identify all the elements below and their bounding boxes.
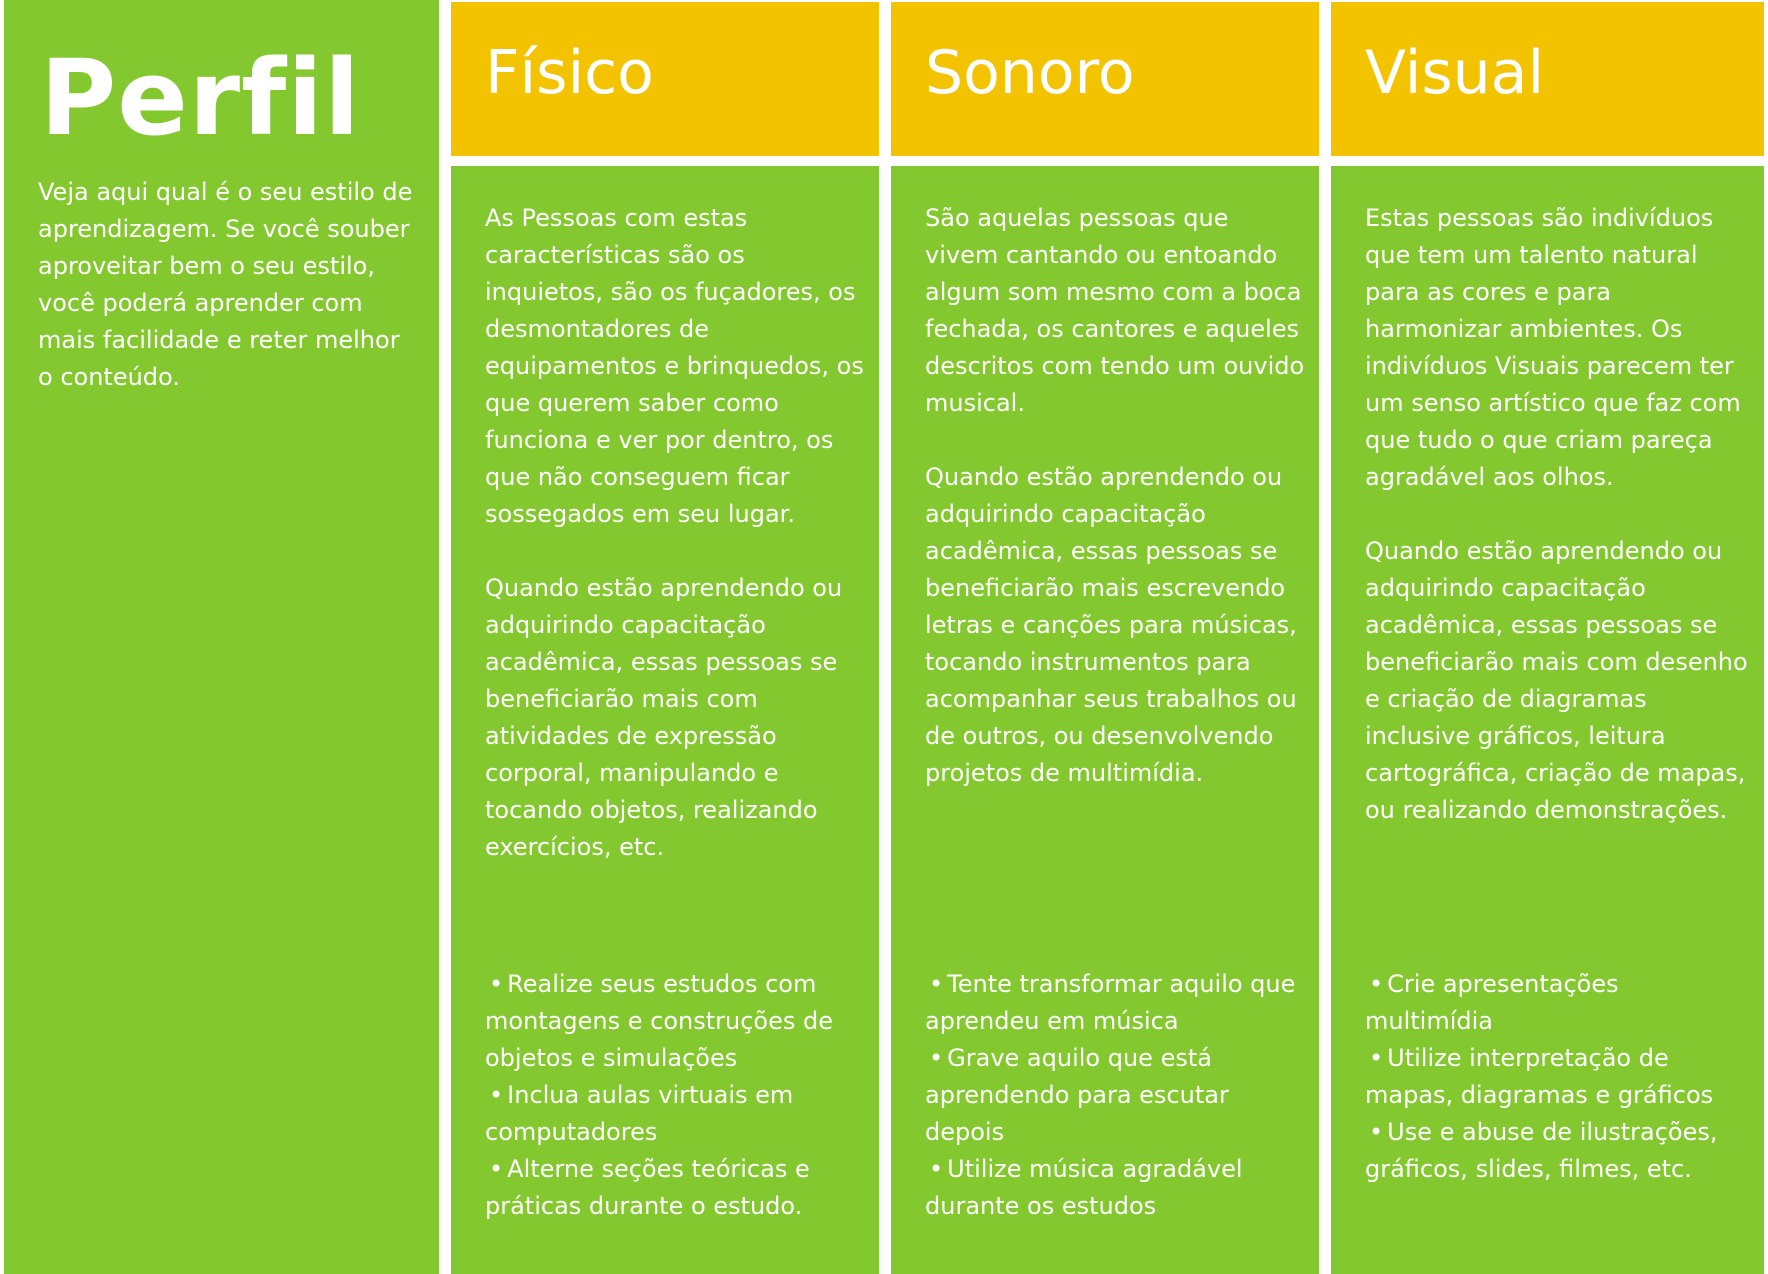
fisico-title: Físico xyxy=(485,38,654,108)
visual-tip-text: Crie apresentações multimídia xyxy=(1365,970,1619,1035)
bullet-icon: • xyxy=(929,1044,944,1072)
visual-description xyxy=(1365,200,1754,866)
sonoro-paragraph-2: Quando estão aprendendo ou adquirindo capacitação acadêmica, essas pessoas se beneficiarão mais escrevendo letras e canções para músicas, tocando instrumentos para acompanhar seus trabalhos ou de outros, ou desenvolvendo projetos de multimídia. xyxy=(925,463,1297,787)
perfil-column xyxy=(4,0,439,1274)
bullet-icon: • xyxy=(1369,1118,1384,1146)
visual-tip xyxy=(1365,1114,1754,1188)
visual-tip xyxy=(1365,966,1754,1040)
perfil-title: Perfil xyxy=(40,37,361,159)
fisico-tip-text: Realize seus estudos com montagens e construções de objetos e simulações xyxy=(485,970,833,1072)
fisico-paragraph-2: Quando estão aprendendo ou adquirindo capacitação acadêmica, essas pessoas se beneficiarão mais com atividades de expressão corporal, manipulando e tocando objetos, realizando exercícios, etc. xyxy=(485,574,843,861)
sonoro-header xyxy=(891,2,1319,156)
sonoro-column xyxy=(891,0,1319,1274)
visual-header xyxy=(1331,2,1764,156)
sonoro-tip-text: Tente transformar aquilo que aprendeu em música xyxy=(925,970,1296,1035)
bullet-icon: • xyxy=(489,1155,504,1183)
sonoro-tip-text: Utilize música agradável durante os estudos xyxy=(925,1155,1243,1220)
bullet-icon: • xyxy=(1369,970,1384,998)
visual-title: Visual xyxy=(1365,38,1545,108)
sonoro-tip-text: Grave aquilo que está aprendendo para escutar depois xyxy=(925,1044,1229,1146)
sonoro-title: Sonoro xyxy=(925,38,1135,108)
visual-tip-text: Utilize interpretação de mapas, diagramas e gráficos xyxy=(1365,1044,1714,1109)
bullet-icon: • xyxy=(929,1155,944,1183)
fisico-tip xyxy=(485,966,869,1077)
perfil-description: Veja aqui qual é o seu estilo de aprendizagem. Se você souber aproveitar bem o seu estilo, você poderá aprender com mais facilidade e reter melhor o conteúdo. xyxy=(38,178,413,391)
fisico-tip xyxy=(485,1077,869,1151)
visual-paragraph-1: Estas pessoas são indivíduos que tem um talento natural para as cores e para harmonizar ambientes. Os indivíduos Visuais parecem ter um senso artístico que faz com que tudo o que criam pareça agradável aos olhos. xyxy=(1365,204,1741,491)
sonoro-body xyxy=(891,166,1319,1274)
bullet-icon: • xyxy=(489,970,504,998)
fisico-description xyxy=(485,200,869,903)
sonoro-tip xyxy=(925,1040,1309,1151)
visual-tip-text: Use e abuse de ilustrações, gráficos, slides, filmes, etc. xyxy=(1365,1118,1718,1183)
fisico-header xyxy=(451,2,879,156)
sonoro-tips-list xyxy=(925,966,1309,1225)
visual-tip xyxy=(1365,1040,1754,1114)
visual-column xyxy=(1331,0,1764,1274)
sonoro-tip xyxy=(925,1151,1309,1225)
fisico-paragraph-1: As Pessoas com estas características são os inquietos, são os fuçadores, os desmontadores de equipamentos e brinquedos, os que querem saber como funciona e ver por dentro, os que não conseguem ficar sossegados em seu lugar. xyxy=(485,204,864,528)
visual-tips-list xyxy=(1365,966,1754,1188)
bullet-icon: • xyxy=(489,1081,504,1109)
sonoro-tip xyxy=(925,966,1309,1040)
fisico-tip-text: Inclua aulas virtuais em computadores xyxy=(485,1081,794,1146)
fisico-tip xyxy=(485,1151,869,1225)
sonoro-paragraph-1: São aquelas pessoas que vivem cantando ou entoando algum som mesmo com a boca fechada, os cantores e aqueles descritos com tendo um ouvido musical. xyxy=(925,204,1305,417)
sonoro-description xyxy=(925,200,1309,829)
visual-body xyxy=(1331,166,1764,1274)
visual-paragraph-2: Quando estão aprendendo ou adquirindo capacitação acadêmica, essas pessoas se beneficiarão mais com desenho e criação de diagramas inclusive gráficos, leitura cartográfica, criação de mapas, ou realizando demonstrações. xyxy=(1365,537,1748,824)
fisico-tip-text: Alterne seções teóricas e práticas durante o estudo. xyxy=(485,1155,810,1220)
fisico-body xyxy=(451,166,879,1274)
bullet-icon: • xyxy=(1369,1044,1384,1072)
bullet-icon: • xyxy=(929,970,944,998)
fisico-column xyxy=(451,0,879,1274)
fisico-tips-list xyxy=(485,966,869,1225)
